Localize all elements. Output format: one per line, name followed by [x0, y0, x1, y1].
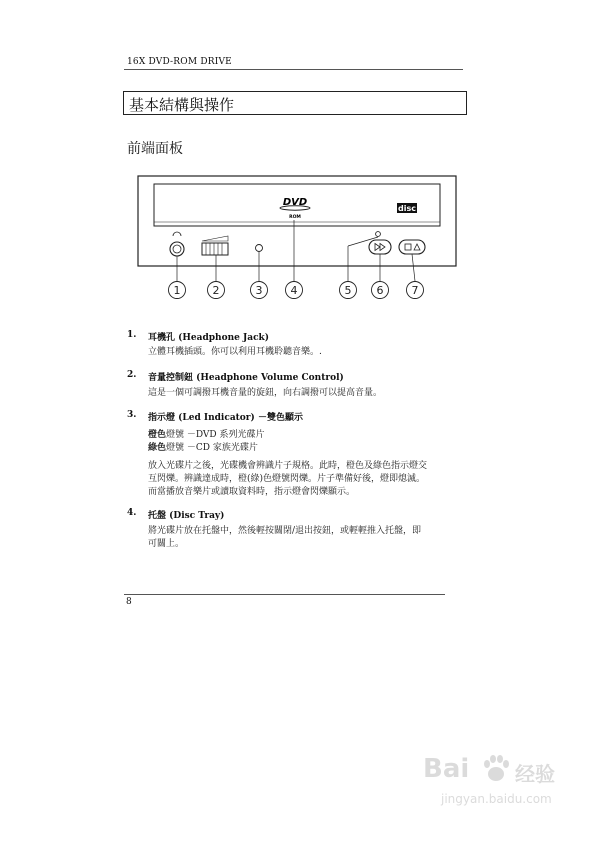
eject-button [399, 240, 425, 254]
item-1-title: 耳機孔 (Headphone Jack) [148, 333, 270, 343]
item-4-body-line-1: 將光碟片放在托盤中，然後輕按關閉/退出按鈕，或輕輕推入托盤，即 [148, 526, 422, 536]
item-3-title: 指示燈 (Led Indicator) －雙色顯示 [148, 413, 303, 423]
callout-label-3: 3 [255, 284, 263, 297]
item-3-body-line-2: 互閃爍。辨識達成時，橙(綠)色燈號閃爍。片子準備好後，燈即熄滅。 [148, 474, 426, 484]
item-3-orange-line [148, 429, 265, 442]
item-3-green-line [148, 442, 258, 455]
section-title-box [123, 91, 467, 115]
led-indicator [376, 232, 381, 237]
callout-label-2: 2 [212, 284, 220, 297]
green-color-desc: 燈號 －CD 家族光碟片 [166, 443, 258, 453]
header-rule [124, 69, 463, 70]
callout-label-4: 4 [290, 284, 298, 297]
section-title: 基本結構與操作 [129, 96, 235, 114]
orange-color-label: 橙色 [148, 430, 167, 440]
item-3-number: 3. [127, 410, 137, 420]
headphone-jack [170, 232, 184, 256]
orange-color-desc: 燈號 －DVD 系列光碟片 [166, 430, 265, 440]
subsection-title: 前端面板 [127, 141, 183, 157]
item-1-number: 1. [127, 330, 137, 340]
callout-label-7: 7 [411, 284, 419, 297]
volume-control [202, 236, 228, 255]
dvd-logo [280, 197, 310, 220]
green-color-label: 綠色 [148, 443, 167, 453]
item-2-number: 2. [127, 370, 137, 380]
item-3-body-line-3: 而當播放音樂片或讀取資料時，指示燈會閃爍顯示。 [148, 487, 356, 497]
callout-label-6: 6 [376, 284, 384, 297]
drive-bezel [138, 176, 456, 266]
watermark-brand-2: 经验 [515, 762, 555, 786]
play-skip-button [369, 240, 391, 254]
front-panel-diagram [120, 170, 480, 310]
item-4-body-line-2: 可關上。 [148, 539, 185, 549]
paw-icon [479, 752, 513, 786]
rom-logo-text: ROM [289, 215, 301, 220]
footer-rule [124, 594, 445, 595]
item-3-body-line-1: 放入光碟片之後，光碟機會辨識片子規格。此時，橙色及綠色指示燈交 [148, 461, 428, 471]
emergency-eject-hole [256, 245, 263, 252]
callout-label-5: 5 [344, 284, 352, 297]
disc-logo-text: disc [398, 204, 416, 213]
running-header: 16X DVD-ROM DRIVE [127, 57, 232, 67]
page-number: 8 [126, 597, 132, 607]
item-4-title: 托盤 (Disc Tray) [148, 511, 225, 521]
watermark-brand: Bai [423, 754, 470, 784]
dvd-logo-text: DVD [282, 197, 308, 208]
callout-label-1: 1 [173, 284, 181, 297]
compact-disc-logo [397, 203, 417, 213]
baidu-watermark [423, 748, 573, 818]
watermark-url: jingyan.baidu.com [441, 792, 552, 806]
item-2-body: 這是一個可調撥耳機音量的旋鈕，向右調撥可以提高音量。 [148, 388, 383, 398]
item-2-title: 音量控制鈕 (Headphone Volume Control) [148, 373, 344, 383]
item-1-body: 立體耳機插頭。你可以利用耳機聆聽音樂。. [148, 347, 322, 357]
item-4-number: 4. [127, 508, 137, 518]
